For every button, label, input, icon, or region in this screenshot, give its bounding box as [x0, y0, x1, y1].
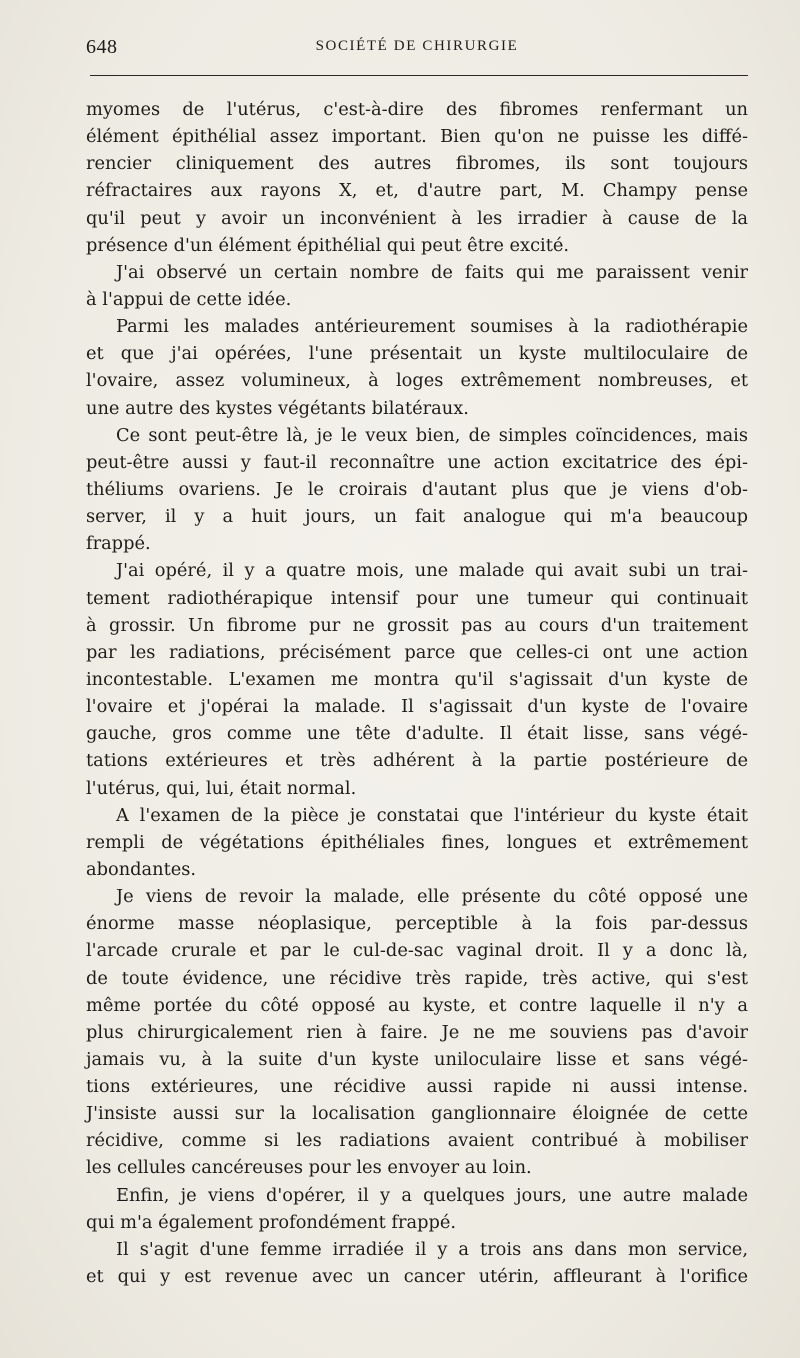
text-line: Je viens de revoir la malade, elle présente du côté opposé une: [116, 886, 748, 908]
text-line: rencier cliniquement des autres fibromes, ils sont toujours: [86, 153, 748, 175]
text-line: une autre des kystes végétants bilatéraux.: [86, 397, 469, 419]
text-line: récidive, comme si les radiations avaient contribué à mobiliser: [86, 1130, 748, 1152]
text-line: l'ovaire et j'opérai la malade. Il s'agissait d'un kyste de l'ovaire: [86, 696, 748, 718]
text-line: J'ai opéré, il y a quatre mois, une malade qui avait subi un trai-: [116, 560, 748, 582]
text-line: par les radiations, précisément parce que celles-ci ont une action: [86, 641, 748, 663]
text-line: élément épithélial assez important. Bien qu'on ne puisse les diffé-: [86, 126, 748, 148]
text-line: théliums ovariens. Je le croirais d'autant plus que je viens d'ob-: [86, 478, 748, 500]
body-text: [86, 96, 748, 1290]
text-line: J'insiste aussi sur la localisation ganglionnaire éloignée de cette: [86, 1103, 748, 1125]
text-line: Il s'agit d'une femme irradiée il y a trois ans dans mon service,: [116, 1238, 748, 1260]
text-line: réfractaires aux rayons X, et, d'autre part, M. Champy pense: [86, 180, 748, 202]
text-line: incontestable. L'examen me montra qu'il s'agissait d'un kyste de: [86, 668, 748, 690]
page-header: [86, 36, 748, 60]
text-line: tement radiothérapique intensif pour une tumeur qui continuait: [86, 587, 748, 609]
text-line: l'utérus, qui, lui, était normal.: [86, 777, 357, 799]
text-line: présence d'un élément épithélial qui peut être excité.: [86, 234, 570, 256]
text-line: tions extérieures, une récidive aussi rapide ni aussi intense.: [86, 1076, 748, 1098]
text-line: de toute évidence, une récidive très rapide, très active, qui s'est: [86, 967, 748, 989]
running-title: SOCIÉTÉ DE CHIRURGIE: [315, 38, 519, 54]
text-line: Enfin, je viens d'opérer, il y a quelques jours, une autre malade: [116, 1184, 748, 1206]
header-rule: [90, 75, 748, 76]
text-line: frappé.: [86, 533, 151, 555]
text-line: myomes de l'utérus, c'est-à-dire des fibromes renfermant un: [86, 99, 748, 120]
text-line: et qui y est revenue avec un cancer utérin, affleurant à l'orifice: [86, 1266, 748, 1288]
text-line: Ce sont peut-être là, je le veux bien, de simples coïncidences, mais: [116, 424, 748, 446]
text-line: rempli de végétations épithéliales fines, longues et extrêmement: [86, 831, 748, 853]
text-line: les cellules cancéreuses pour les envoyer au loin.: [86, 1157, 532, 1179]
text-line: peut-être aussi y faut-il reconnaître une action excitatrice des épi-: [86, 451, 748, 473]
page-number: 648: [86, 36, 118, 58]
text-line: énorme masse néoplasique, perceptible à la fois par-dessus: [86, 913, 748, 935]
text-line: qu'il peut y avoir un inconvénient à les irradier à cause de la: [86, 207, 748, 229]
text-line: l'arcade crurale et par le cul-de-sac vaginal droit. Il y a donc là,: [86, 940, 748, 962]
text-line: et que j'ai opérées, l'une présentait un kyste multiloculaire de: [86, 343, 748, 365]
text-line: plus chirurgicalement rien à faire. Je ne me souviens pas d'avoir: [86, 1021, 748, 1043]
text-line: server, il y a huit jours, un fait analogue qui m'a beaucoup: [86, 506, 748, 528]
text-line: abondantes.: [86, 858, 197, 880]
text-line: même portée du côté opposé au kyste, et contre laquelle il n'y a: [86, 994, 748, 1016]
text-line: à l'appui de cette idée.: [86, 288, 292, 310]
text-line: l'ovaire, assez volumineux, à loges extrêmement nombreuses, et: [86, 370, 748, 392]
text-line: J'ai observé un certain nombre de faits qui me paraissent venir: [116, 261, 748, 283]
text-line: qui m'a également profondément frappé.: [86, 1211, 457, 1233]
text-line: à grossir. Un fibrome pur ne grossit pas au cours d'un traitement: [86, 614, 748, 636]
text-line: Parmi les malades antérieurement soumises à la radiothérapie: [116, 316, 748, 338]
text-line: A l'examen de la pièce je constatai que l'intérieur du kyste était: [116, 804, 748, 826]
text-line: tations extérieures et très adhérent à la partie postérieure de: [86, 750, 748, 772]
text-line: jamais vu, à la suite d'un kyste uniloculaire lisse et sans végé-: [86, 1048, 748, 1070]
text-line: gauche, gros comme une tête d'adulte. Il était lisse, sans végé-: [86, 723, 748, 745]
